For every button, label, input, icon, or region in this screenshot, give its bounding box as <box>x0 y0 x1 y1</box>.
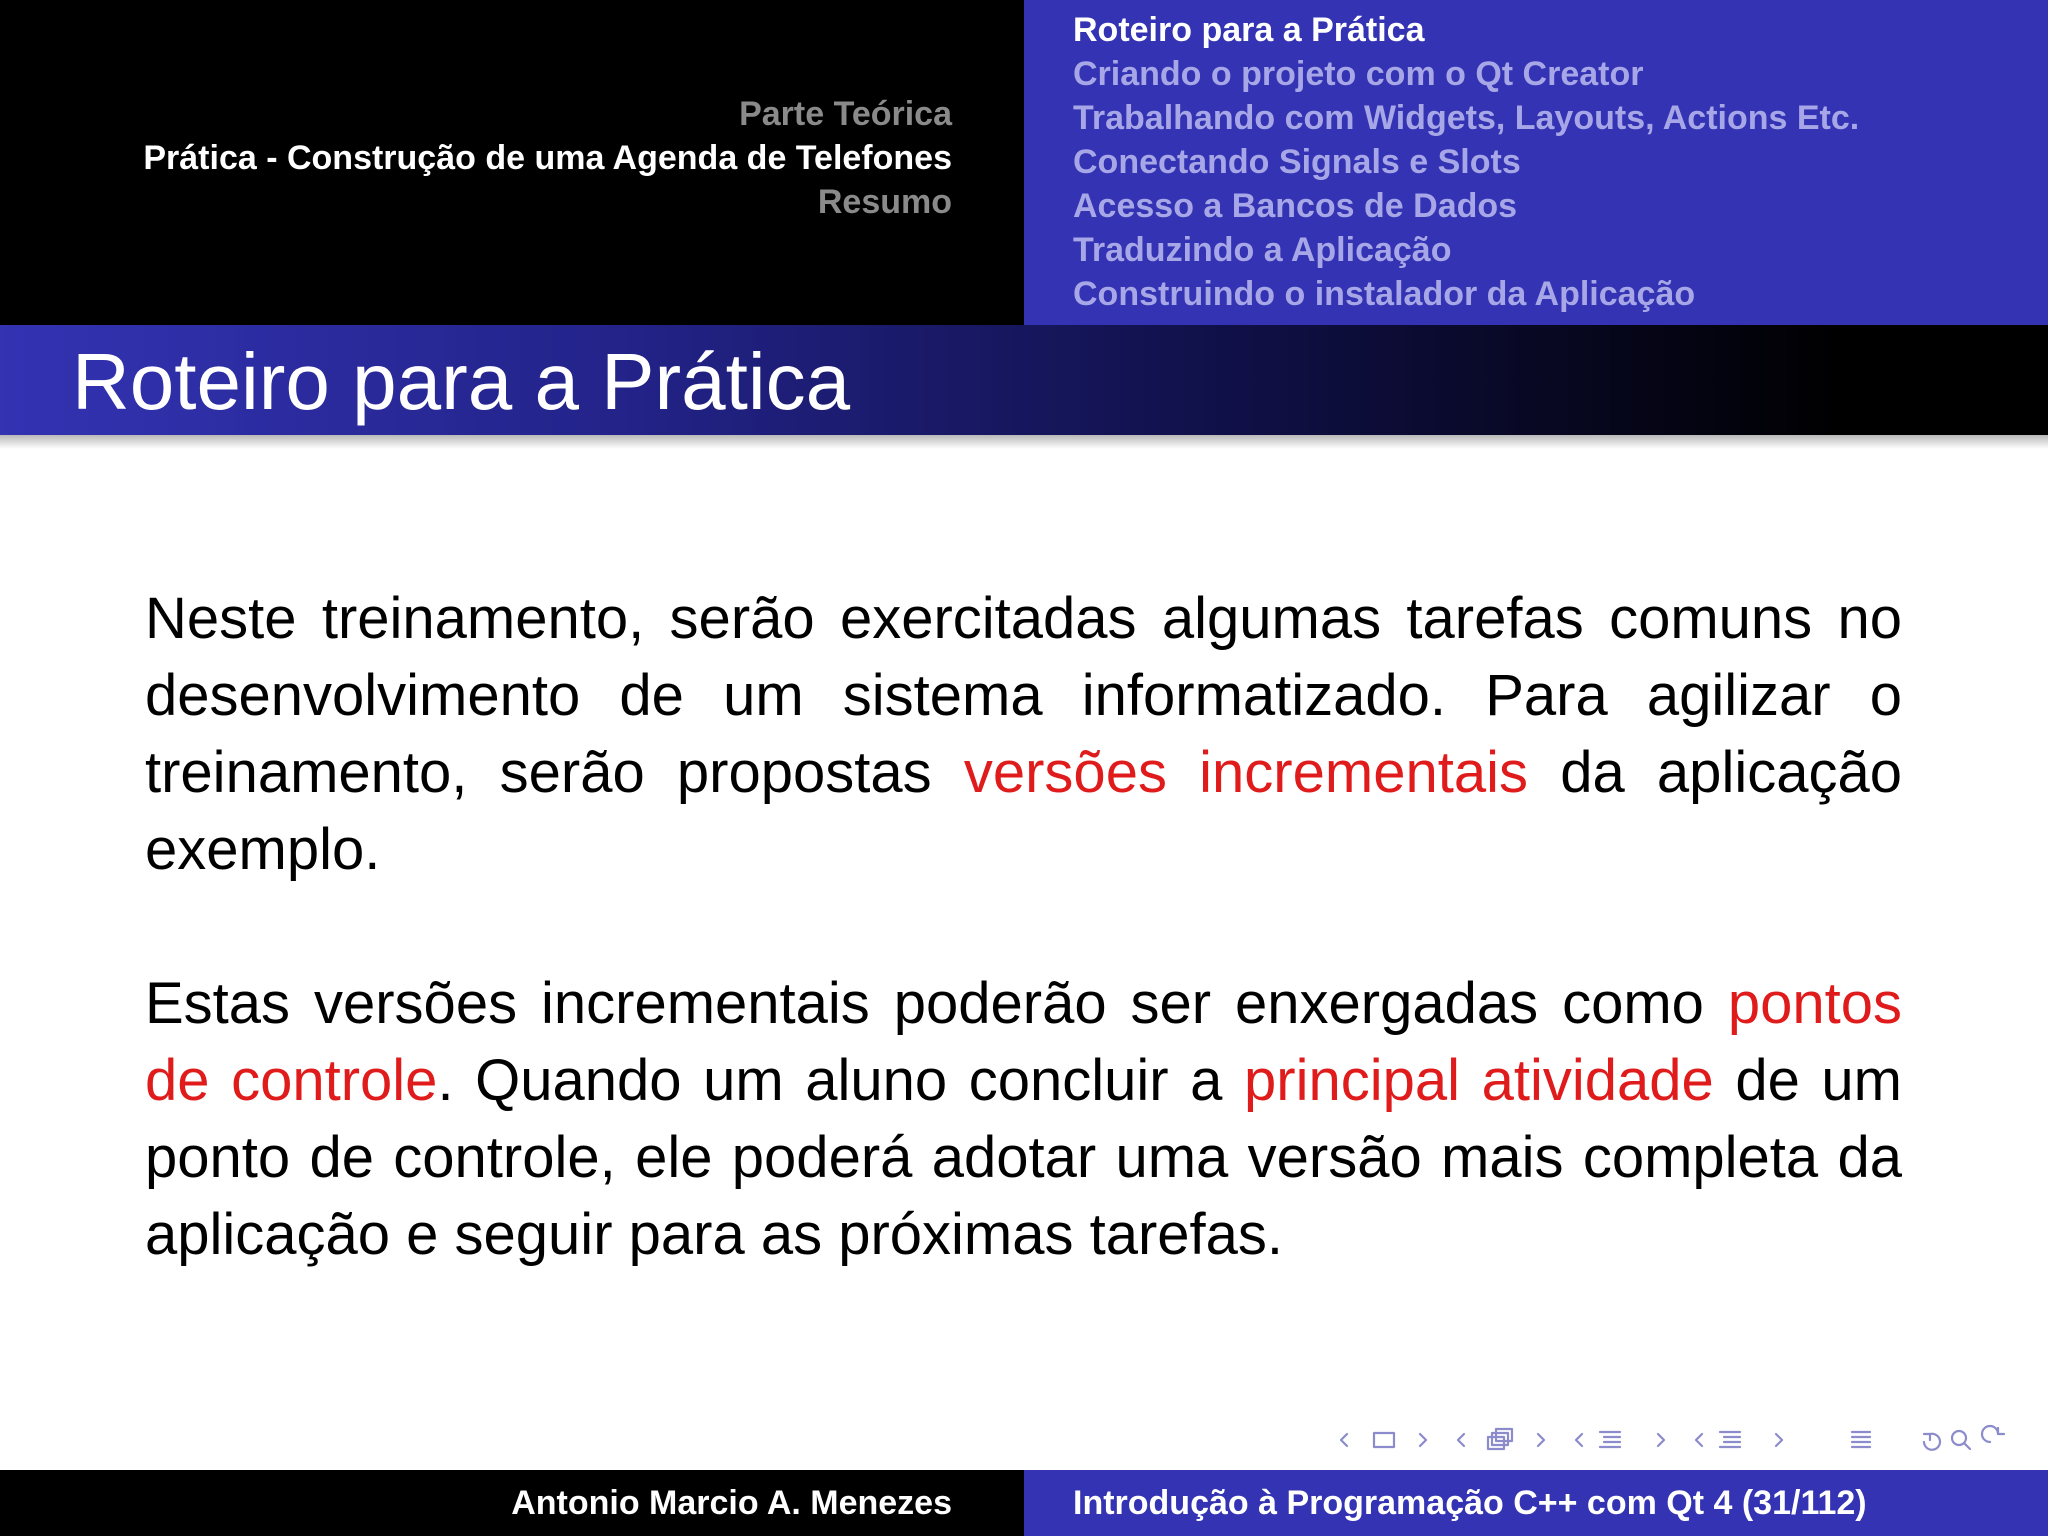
search-icon[interactable] <box>1952 1431 1970 1449</box>
paragraph-1-text-b: da aplicação exemplo. <box>145 740 1902 882</box>
nav-section-pratica[interactable]: Prática - Construção de uma Agenda de Telefones <box>143 139 952 177</box>
slide-footer <box>0 1470 2048 1536</box>
nav-subsection-signals-slots[interactable]: Conectando Signals e Slots <box>1073 143 1521 181</box>
nav-section-resumo[interactable]: Resumo <box>817 183 952 221</box>
title-shadow <box>0 435 2048 449</box>
list-icon[interactable] <box>1720 1432 1740 1447</box>
frame-title: Roteiro para a Prática <box>72 337 851 426</box>
navigation-symbols-svg <box>1330 1422 2030 1458</box>
arrow-right-icon[interactable] <box>1776 1434 1782 1446</box>
paragraph-2-text-a: Estas versões incrementais poderão ser enxergadas como <box>145 971 1728 1036</box>
nav-subsection-traduzindo[interactable]: Traduzindo a Aplicação <box>1073 231 1452 269</box>
arrow-right-icon[interactable] <box>1538 1434 1544 1446</box>
slide-content <box>145 580 1902 1273</box>
nav-subsection-instalador[interactable]: Construindo o instalador da Aplicação <box>1073 275 1696 313</box>
arrow-left-icon[interactable] <box>1576 1434 1582 1446</box>
frame-icon[interactable] <box>1374 1433 1394 1447</box>
highlight-principal-atividade: principal atividade <box>1244 1048 1714 1113</box>
nav-subsection-criando-projeto[interactable]: Criando o projeto com o Qt Creator <box>1073 55 1644 93</box>
undo-icon[interactable] <box>1924 1434 1940 1450</box>
arrow-right-icon[interactable] <box>1420 1434 1426 1446</box>
paragraph-2-text-c: de um ponto de controle, ele poderá adotar uma versão mais completa da aplicação e seguir para as próximas tarefas. <box>145 1048 1902 1267</box>
nav-subsection-widgets[interactable]: Trabalhando com Widgets, Layouts, Actions Etc. <box>1073 99 1860 137</box>
paragraph-1-text-a: Neste treinamento, serão exercitadas algumas tarefas comuns no desenvolvimento de um sistema informatizado. Para agilizar o treinamento, serão propostas <box>145 586 1902 805</box>
nav-section-parte-teorica[interactable]: Parte Teórica <box>739 95 952 133</box>
paragraph-1 <box>145 580 1902 888</box>
paragraph-2-text-b: . Quando um aluno concluir a <box>437 1048 1244 1113</box>
align-icon[interactable] <box>1852 1432 1870 1447</box>
redo-icon[interactable] <box>1982 1426 2004 1442</box>
paragraph-2 <box>145 965 1902 1273</box>
subsection-navigation <box>1024 0 2048 325</box>
nav-subsection-bancos-dados[interactable]: Acesso a Bancos de Dados <box>1073 187 1518 225</box>
arrow-left-icon[interactable] <box>1458 1434 1464 1446</box>
slide-header <box>0 0 2048 325</box>
arrow-right-icon[interactable] <box>1658 1434 1664 1446</box>
list-icon[interactable] <box>1600 1432 1620 1447</box>
nav-subsection-roteiro[interactable]: Roteiro para a Prática <box>1073 11 1425 49</box>
section-navigation <box>0 0 1024 325</box>
highlight-pontos-de-controle: pontos de controle <box>145 971 1902 1113</box>
arrow-left-icon[interactable] <box>1696 1434 1702 1446</box>
subsection-frames-icon[interactable] <box>1488 1429 1512 1449</box>
footer-author: Antonio Marcio A. Menezes <box>0 1470 1024 1536</box>
frame-title-bar <box>0 325 2048 435</box>
beamer-navigation-symbols <box>1330 1422 2030 1458</box>
footer-title-page: Introdução à Programação C++ com Qt 4 (31/112) <box>1024 1470 2048 1536</box>
arrow-left-icon[interactable] <box>1341 1434 1347 1446</box>
highlight-versoes-incrementais: versões incrementais <box>963 740 1528 805</box>
